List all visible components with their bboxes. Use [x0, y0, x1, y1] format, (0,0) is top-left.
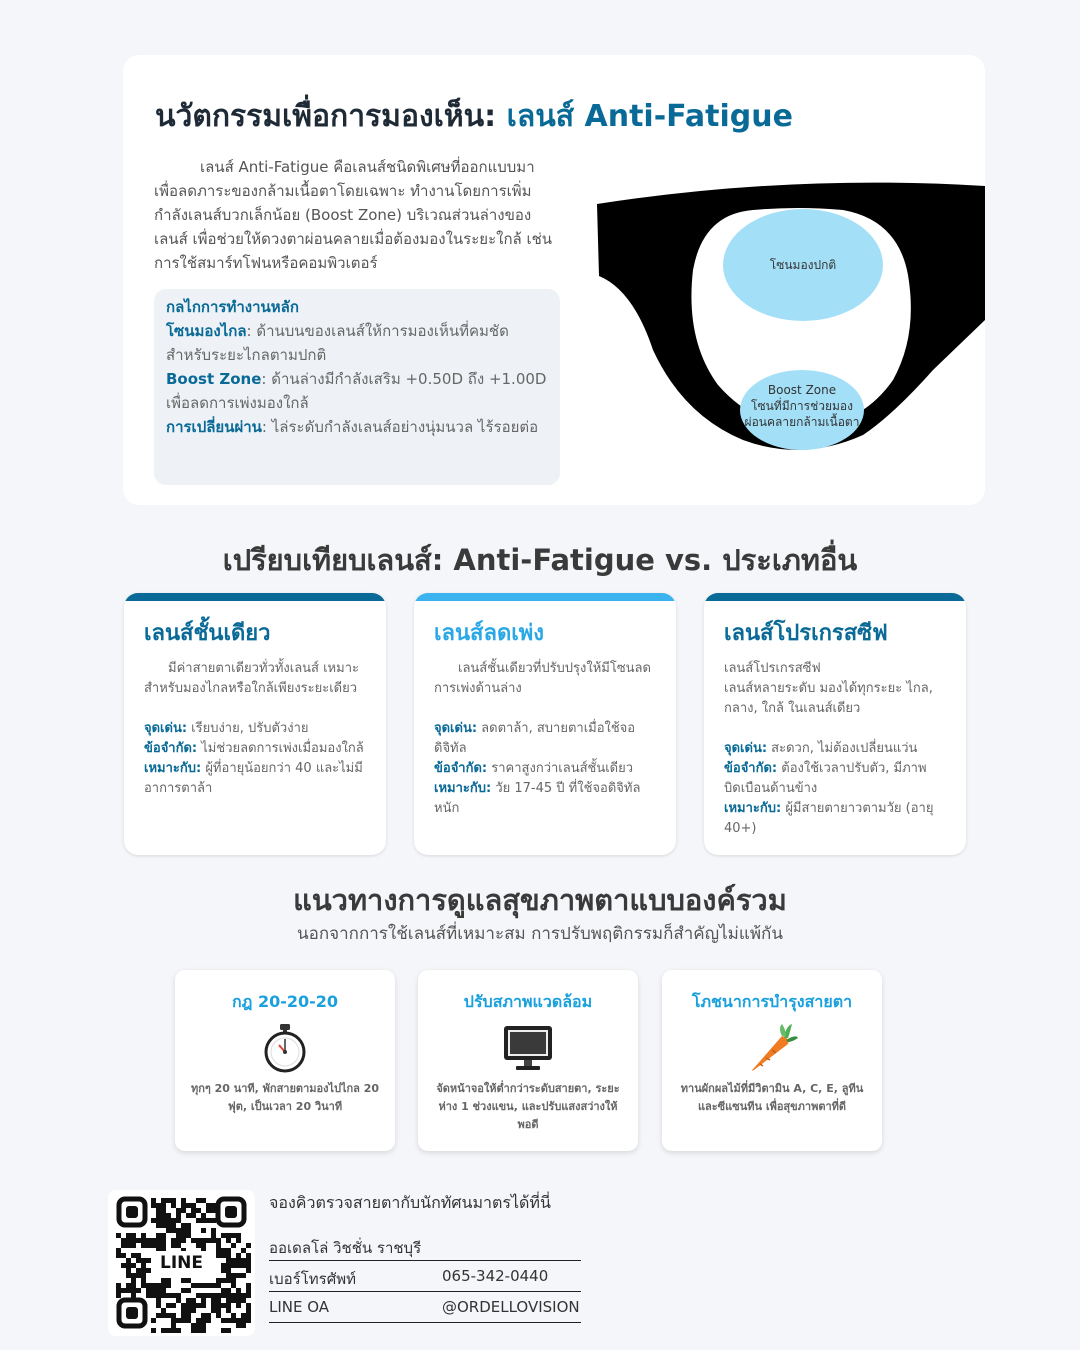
carrot-icon: [746, 1022, 798, 1074]
card-fit: เหมาะกับ: ผู้มีสายตายาวตามวัย (อายุ 40+): [724, 801, 934, 836]
monitor-icon: [502, 1022, 554, 1074]
card-single-vision: [124, 593, 386, 855]
line-logo: LINE: [152, 1251, 211, 1275]
tip-text: ทานผักผลไม้ที่มีวิตามิน A, C, E, ลูทีน และซีแซนทีน เพื่อสุขภาพตาที่ดี: [680, 1082, 864, 1113]
boost-zone-label-2: โซนที่มีการช่วยมอง: [751, 399, 853, 413]
contact-phone-row: [269, 1261, 581, 1292]
card-body: [434, 659, 662, 819]
tip-title: โภชนาการบำรุงสายตา: [691, 992, 853, 1011]
intro-paragraph: เลนส์ Anti-Fatigue คือเลนส์ชนิดพิเศษที่ออกแบบมาเพื่อลดภาระของกล้ามเนื้อตาโดยเฉพาะ ทำงานโดยการเพิ่มกำลังเลนส์บวกเล็กน้อย (Boost Zone) บริเวณส่วนล่างของเลนส์ เพื่อช่วยให้ดวงตาผ่อนคลายเมื่อต้องมองในระยะใกล้ เช่น การใช้สมาร์ทโฟนหรือคอมพิวเตอร์: [154, 158, 553, 272]
card-con: ข้อจำกัด: ต้องใช้เวลาปรับตัว, มีภาพบิดเบือนด้านข้าง: [724, 761, 927, 796]
phone-number[interactable]: 065-342-0440: [442, 1267, 549, 1285]
card-progressive: [704, 593, 966, 855]
card-pro: จุดเด่น: เรียบง่าย, ปรับตัวง่าย: [144, 721, 309, 736]
card-body: [724, 659, 952, 839]
contact-title: จองคิวตรวจสายตากับนักทัศนมาตรได้ที่นี่: [269, 1193, 551, 1212]
card-title: เลนส์ชั้นเดียว: [144, 621, 271, 646]
card-anti-fatigue: [414, 593, 676, 855]
normal-zone-label: โซนมองปกติ: [769, 258, 837, 272]
line-oa-label: LINE OA: [269, 1298, 330, 1316]
card-description: มีค่าสายตาเดียวทั่วทั้งเลนส์ เหมาะสำหรับมองไกลหรือใกล้เพียงระยะเดียว: [144, 661, 359, 696]
contact-line-row: [269, 1292, 581, 1323]
line-qr-code[interactable]: [108, 1190, 255, 1336]
mechanism-title: กลไกการทำงานหลัก: [166, 298, 299, 316]
card-con: ข้อจำกัด: ไม่ช่วยลดการเพ่งเมื่อมองใกล้: [144, 741, 364, 756]
hero-panel: [123, 55, 985, 505]
card-fit: เหมาะกับ: วัย 17-45 ปี ที่ใช้จอดิจิทัลหนัก: [434, 781, 641, 816]
stopwatch-icon: [259, 1022, 311, 1074]
card-fit: เหมาะกับ: ผู้ที่อายุน้อยกว่า 40 และไม่มีอาการตาล้า: [144, 761, 363, 796]
card-accent-bar: [414, 593, 676, 601]
card-body: [144, 659, 372, 799]
mechanism-item-transition: การเปลี่ยนผ่าน: ไล่ระดับกำลังเลนส์อย่างนุ่มนวล ไร้รอยต่อ: [166, 418, 539, 436]
card-title: เลนส์โปรเกรสซีฟ: [724, 621, 888, 646]
card-con: ข้อจำกัด: ราคาสูงกว่าเลนส์ชั้นเดียว: [434, 761, 634, 776]
card-description: เลนส์ชั้นเดียวที่ปรับปรุงให้มีโซนลดการเพ่งด้านล่าง: [434, 661, 651, 696]
mechanism-item-far: โซนมองไกล: ด้านบนของเลนส์ให้การมองเห็นที่คมชัดสำหรับระยะไกลตามปกติ: [166, 322, 509, 364]
card-accent-bar: [704, 593, 966, 601]
tip-environment: [418, 970, 638, 1151]
care-title: แนวทางการดูแลสุขภาพตาแบบองค์รวม: [293, 883, 787, 917]
line-oa-id[interactable]: @ORDELLOVISION: [442, 1298, 580, 1316]
tip-text: จัดหน้าจอให้ต่ำกว่าระดับสายตา, ระยะห่าง 1 ช่วงแขน, และปรับแสงสว่างให้พอดี: [436, 1082, 620, 1131]
boost-zone-label-3: ผ่อนคลายกล้ามเนื้อตา: [744, 415, 860, 429]
hero-title: [155, 93, 793, 140]
boost-zone-label-1: Boost Zone: [767, 383, 837, 397]
hero-title-main: นวัตกรรมเพื่อการมองเห็น:: [155, 99, 507, 134]
tip-text: ทุกๆ 20 นาที, พักสายตามองไปไกล 20 ฟุต, เป็นเวลา 20 วินาที: [190, 1082, 380, 1113]
contact-shop-row: [269, 1230, 581, 1261]
tip-title: กฎ 20-20-20: [231, 992, 339, 1011]
card-pro: จุดเด่น: ลดตาล้า, สบายตาเมื่อใช้จอดิจิทัล: [434, 721, 636, 756]
mechanism-item-boost: Boost Zone: ด้านล่างมีกำลังเสริม +0.50D ถึง +1.00D เพื่อลดการเพ่งมองใกล้: [166, 370, 547, 412]
card-description: เลนส์โปรเกรสซีฟ เลนส์หลายระดับ มองได้ทุกระยะ ไกล, กลาง, ใกล้ ในเลนส์เดียว: [724, 661, 933, 716]
card-accent-bar: [124, 593, 386, 601]
mechanism-box: [154, 289, 560, 485]
hero-title-accent: เลนส์ Anti-Fatigue: [506, 99, 793, 134]
card-title: เลนส์ลดเพ่ง: [434, 621, 544, 646]
compare-cards: [124, 593, 966, 855]
tip-20-20-20: [175, 970, 395, 1151]
phone-label: เบอร์โทรศัพท์: [269, 1270, 357, 1288]
care-subtitle: นอกจากการใช้เลนส์ที่เหมาะสม การปรับพฤติกรรมก็สำคัญไม่แพ้กัน: [297, 924, 783, 944]
shop-name: ออเดลโล่ วิชชั่น ราชบุรี: [269, 1239, 422, 1257]
tip-title: ปรับสภาพแวดล้อม: [463, 992, 593, 1011]
compare-title: เปรียบเทียบเลนส์: Anti-Fatigue vs. ประเภทอื่น: [222, 543, 858, 577]
lens-diagram: [593, 180, 985, 500]
card-pro: จุดเด่น: สะดวก, ไม่ต้องเปลี่ยนแว่น: [724, 741, 918, 756]
tip-nutrition: [662, 970, 882, 1151]
